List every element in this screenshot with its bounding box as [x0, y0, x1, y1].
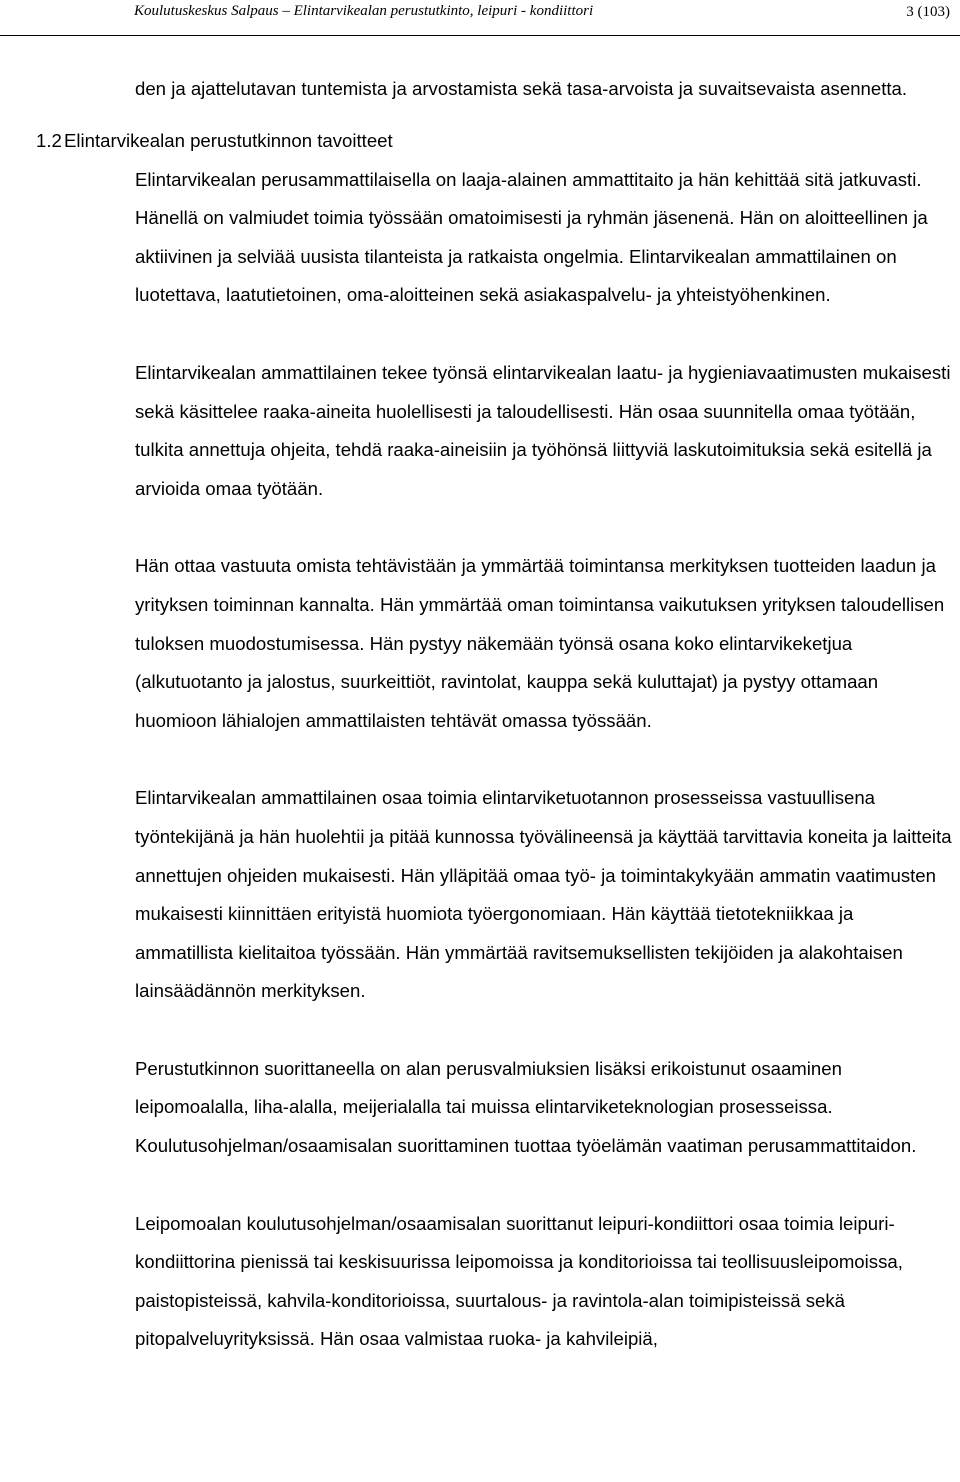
page-number: 3 (103)	[906, 4, 950, 20]
section-title: Elintarvikealan perustutkinnon tavoitteet	[64, 129, 393, 151]
body-paragraph: Hän ottaa vastuuta omista tehtävistään ja ymmärtää toimintansa merkityksen tuotteiden laadun ja yrityksen toiminnan kannalta. Hän ymmärtää oman toimintansa vaikutuksen yrityksen taloudellisen tuloksen muodostumisessa. Hän pystyy näkemään työnsä osana koko elintarvikeketjua (alkutuotanto ja jalostus, suurkeittiöt, ravintolat, kauppa sekä kuluttajat) ja pystyy ottamaan huomioon lähialojen ammattilaisten tehtävät omassa työssään.	[135, 555, 945, 731]
document-body	[36, 70, 953, 1359]
body-paragraph: Elintarvikealan ammattilainen tekee työnsä elintarvikealan laatu- ja hygieniavaatimusten mukaisesti sekä käsittelee raaka-aineita huolellisesti ja taloudellisesti. Hän osaa suunnitella omaa työtään, tulkita annettuja ohjeita, tehdä raaka-aineisiin ja työhönsä liittyviä laskutoimituksia sekä esitellä ja arvioida omaa työtään.	[135, 361, 951, 499]
body-paragraph: Leipomoalan koulutusohjelman/osaamisalan suorittanut leipuri-kondiittori osaa toimia leipuri-kondiittorina pienissä tai keskisuurissa leipomoissa ja konditorioissa tai teollisuusleipomoissa, paistopisteissä, kahvila-konditorioissa, suurtalous- ja ravintola-alan toimipisteissä sekä pitopalveluyrityksissä. Hän osaa valmistaa ruoka- ja kahvileipiä,	[135, 1212, 903, 1350]
body-paragraph: Elintarvikealan ammattilainen osaa toimia elintarviketuotannon prosesseissa vastuullisena työntekijänä ja hän huolehtii ja pitää kunnossa työvälineensä ja käyttää tarvittavia koneita ja laitteita annettujen ohjeiden mukaisesti. Hän ylläpitää omaa työ- ja toimintakykyään ammatin vaatimusten mukaisesti kiinnittäen erityistä huomiota työergonomiaan. Hän käyttää tietotekniikkaa ja ammatillista kielitaitoa työssään. Hän ymmärtää ravitsemuksellisten tekijöiden ja alakohtaisen lainsäädännön merkityksen.	[135, 787, 952, 1002]
page-header	[0, 0, 960, 36]
body-paragraph: Perustutkinnon suorittaneella on alan perusvalmiuksien lisäksi erikoistunut osaaminen leipomoalalla, liha-alalla, meijerialalla tai muissa elintarviketeknologian prosesseissa. Koulutusohjelman/osaamisalan suorittaminen tuottaa työelämän vaatiman perusammattitaidon.	[135, 1057, 917, 1157]
section-heading	[36, 122, 953, 160]
document-title: Koulutuskeskus Salpaus – Elintarvikealan perustutkinto, leipuri - kondiittori	[134, 3, 594, 19]
body-paragraph: Elintarvikealan perusammattilaisella on laaja-alainen ammattitaito ja hän kehittää sitä jatkuvasti. Hänellä on valmiudet toimia työssään omatoimisesti ja ryhmän jäsenenä. Hän on aloitteellinen ja aktiivinen ja selviää uusista tilanteista ja ratkaista ongelmia. Elintarvikealan ammattilainen on luotettava, laatutietoinen, oma-aloitteinen sekä asiakaspalvelu- ja yhteistyöhenkinen.	[135, 168, 928, 306]
intro-paragraph: den ja ajattelutavan tuntemista ja arvostamista sekä tasa-arvoista ja suvaitsevaista asennetta.	[135, 78, 908, 99]
section-number: 1.2	[36, 129, 62, 151]
